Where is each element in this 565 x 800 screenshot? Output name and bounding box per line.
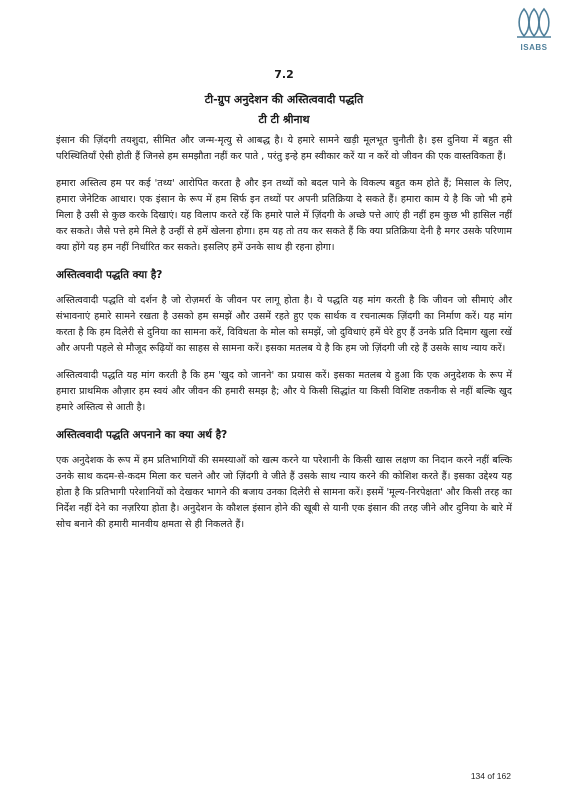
- section-heading-1: अस्तित्ववादी पद्धति क्या है?: [56, 269, 163, 281]
- document-title: टी-ग्रुप अनुदेशन की अस्तित्ववादी पद्धति: [204, 93, 364, 106]
- section-heading-2: अस्तित्ववादी पद्धति अपनाने का क्या अर्थ है?: [56, 429, 228, 441]
- page-number: 134 of 162: [470, 771, 511, 781]
- section1-paragraph-2: अस्तित्ववादी पद्धति यह मांग करती है कि हम 'खुद को जानने' का प्रयास करें। इसका मतलब ये हुआ कि एक अनुदेशक के रूप में हमारा प्राथमिक औज़ार हम स्वयं और जीवन की हमारी समझ है; और ये किसी सिद्धांत या किसी विशिष्ट तकनीक से नहीं बल्कि खुद हमारे अस्तित्व से आती है।: [56, 370, 512, 413]
- intro-paragraph-2: हमारा अस्तित्व हम पर कई 'तथ्य' आरोपित करता है और इन तथ्यों को बदल पाने के विकल्प बहुत कम होते हैं; मिसाल के लिए, हमारा जेनेटिक आधार। एक इंसान के रूप में हम सिर्फ इन तथ्यों पर अपनी प्रतिक्रिया दे सकते हैं। हमारा काम ये है कि जो भी हमे मिला है उसी से कुछ करके दिखाएं। यह विलाप करते रहें कि हमारे पाले में ज़िंदगी के अच्छे पत्ते आएं ही नहीं हम कुछ भी हासिल नहीं कर सकते। जैसे पत्ते हमे मिले है उन्हीं से हमें खेलना होगा। हम यह तो तय कर सकते हैं कि क्या प्रतिक्रिया देनी है मगर उसके परिणाम क्या होंगे यह हम नहीं निर्धारित कर सकते। इसलिए हमें उनके साथ ही रहना होगा।: [56, 178, 512, 253]
- section2-paragraph-1: एक अनुदेशक के रूप में हम प्रतिभागियों की समस्याओं को खत्म करने या परेशानी के किसी खास लक्षण का निदान करने नहीं बल्कि उनके साथ कदम-से-कदम मिला कर चलने और जो ज़िंदगी वे जीते हैं उसके साथ न्याय करने की कोशिश करते हैं। इसका उद्देश्य यह होता है कि प्रतिभागी परेशानियों को देखकर भागने की बजाय उनका दिलेरी से सामना करें। इसमें 'मूल्य-निरपेक्षता' और किसी तरह का निर्देश नहीं देने का नज़रिया होता है। अनुदेशन के कौशल इंसान होने की खूबी से यानी एक इंसान की तरह जीने और दुनिया के बारे में सोच बनाने की हमारी मानवीय क्षमता से ही निकलते हैं।: [56, 455, 512, 530]
- section1-paragraph-1: अस्तित्ववादी पद्धति वो दर्शन है जो रोज़मर्रा के जीवन पर लागू होता है। ये पद्धति यह मांग करती है कि जीवन जो सीमाएं और संभावनाएं हमारे सामने रखता है उसको हम समझें और उसमें रहते हुए एक सार्थक व रचनात्मक ज़िंदगी का निर्माण करें। यह मांग करता है कि हम दिलेरी से दुनिया का सामना करें, विविधता के मोल को समझें, जो दुविधाएं हमें घेरे हुए हैं उनके प्रति दिमाग खुला रखें और अपनी पहले से मौजूद रूढ़ियों का साहस से सामना करें। इसका मतलब ये है कि हम जो ज़िंदगी जी रहे हैं उसके साथ न्याय करें।: [56, 295, 512, 354]
- isabs-logo-mark: [513, 6, 555, 40]
- isabs-logo: [513, 6, 555, 52]
- document-author: टी टी श्रीनाथ: [258, 113, 310, 126]
- isabs-logo-text: ISABS: [520, 43, 548, 52]
- chapter-number: 7.2: [274, 68, 294, 81]
- page-content: [56, 68, 512, 544]
- intro-paragraph-1: इंसान की ज़िंदगी तयशुदा, सीमित और जन्म-मृत्यु से आबद्ध है। ये हमारे सामने खड़ी मूलभूत चुनौती है। इस दुनिया में बहुत सी परिस्थितियाँ ऐसी होती हैं जिनसे हम समझौता नहीं कर पाते , परंतु इन्हे हम स्वीकार करें या न करें वो जीवन की एक वास्तविकता हैं।: [56, 135, 512, 162]
